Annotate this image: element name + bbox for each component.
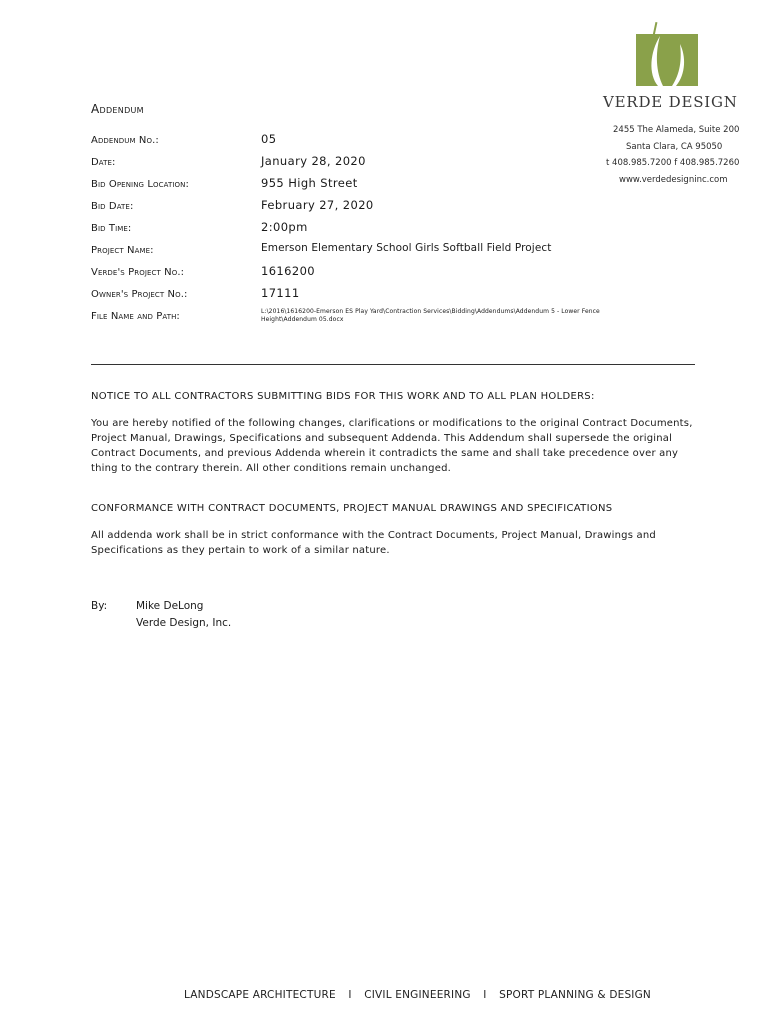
website: www.verdedesigninc.com	[619, 175, 728, 185]
notice-heading: NOTICE TO ALL CONTRACTORS SUBMITTING BIDS FOR THIS WORK AND TO ALL PLAN HOLDERS:	[91, 391, 595, 402]
conformance-heading: CONFORMANCE WITH CONTRACT DOCUMENTS, PROJECT MANUAL DRAWINGS AND SPECIFICATIONS	[91, 503, 613, 514]
verde-project-no-label: Verde's Project No.:	[91, 267, 185, 278]
phone-fax: t 408.985.7200 f 408.985.7260	[606, 158, 740, 168]
bid-date-value: February 27, 2020	[261, 198, 374, 212]
footer-item-landscape: LANDSCAPE ARCHITECTURE	[184, 989, 336, 1001]
verde-design-logo-icon	[636, 34, 698, 86]
bid-opening-location-label: Bid Opening Location:	[91, 179, 189, 190]
project-name-label: Project Name:	[91, 245, 154, 256]
footer-services	[184, 989, 651, 1001]
brand-name: VERDE DESIGN	[603, 93, 738, 111]
footer-item-sport: SPORT PLANNING & DESIGN	[499, 989, 651, 1001]
footer-separator: I	[483, 989, 487, 1001]
footer-item-civil: CIVIL ENGINEERING	[364, 989, 471, 1001]
bid-opening-location-value: 955 High Street	[261, 176, 358, 190]
owner-project-no-value: 17111	[261, 286, 300, 300]
signer-company: Verde Design, Inc.	[136, 617, 232, 629]
conformance-body: All addenda work shall be in strict conformance with the Contract Documents, Project Manual, Drawings and Specifications as they pertain to work of a similar nature.	[91, 530, 656, 556]
file-name-value: L:\2016\1616200-Emerson ES Play Yard\Contraction Services\Bidding\Addendums\Addendum 5 - Lower Fence Height\Addendum 05.docx	[261, 308, 600, 323]
notice-body: You are hereby notified of the following changes, clarifications or modifications to the original Contract Documents, Project Manual, Drawings, Specifications and subsequent Addenda. This Addendum shall supersede the original Contract Documents, and previous Addenda wherein it contradicts the same and shall take precedence over any thing to the contrary therein. All other conditions remain unchanged.	[91, 418, 693, 474]
addendum-no-value: 05	[261, 132, 277, 146]
address-line-2: Santa Clara, CA 95050	[626, 142, 723, 152]
section-divider	[91, 364, 695, 365]
signer-name: Mike DeLong	[136, 600, 204, 612]
bid-time-value: 2:00pm	[261, 220, 308, 234]
project-name-value: Emerson Elementary School Girls Softball Field Project	[261, 242, 552, 254]
document-title: Addendum	[91, 102, 144, 116]
footer-separator: I	[348, 989, 352, 1001]
date-value: January 28, 2020	[261, 154, 366, 168]
address-line-1: 2455 The Alameda, Suite 200	[613, 125, 740, 135]
owner-project-no-label: Owner's Project No.:	[91, 289, 188, 300]
file-name-label: File Name and Path:	[91, 311, 180, 322]
by-label: By:	[91, 600, 108, 612]
verde-project-no-value: 1616200	[261, 264, 316, 278]
bid-time-label: Bid Time:	[91, 223, 132, 234]
date-label: Date:	[91, 157, 116, 168]
bid-date-label: Bid Date:	[91, 201, 134, 212]
addendum-no-label: Addendum No.:	[91, 135, 159, 146]
